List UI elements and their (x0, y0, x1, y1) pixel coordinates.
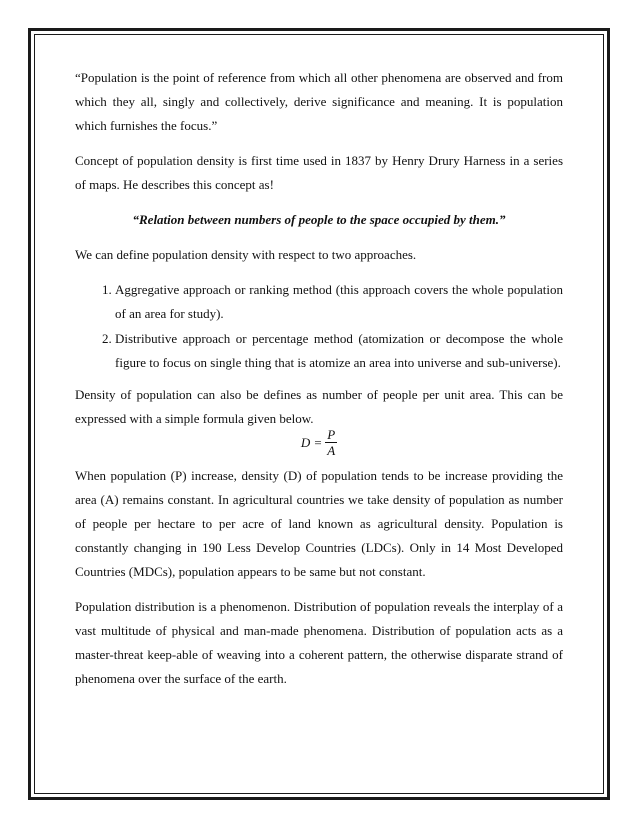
distribution-paragraph: Population distribution is a phenomenon. Distribution of population reveals the interplay of a vast multitude of physical and man-made phenomena. Distribution of population acts as a master-threat keep-able of weaving into a coherent pattern, the otherwise disparate strand of phenomena over the surface of the earth. (75, 599, 563, 686)
document-body (75, 66, 563, 702)
formula-denominator: A (327, 443, 336, 458)
definition-quote: “Relation between numbers of people to the space occupied by them.” (132, 212, 506, 227)
formula-numerator: P (327, 427, 336, 442)
formula-fraction (325, 427, 337, 458)
population-change-paragraph: When population (P) increase, density (D) of population tends to be increase providing the area (A) remains constant. In agricultural countries we take density of population as number of people per hectare to per acre of land known as agricultural density. Population is constantly changing in 190 Less Develop Countries (LDCs). Only in 14 Most Developed Countries (MDCs), population appears to be same but not constant. (75, 468, 563, 579)
list-item: 2. Distributive approach or percentage method (atomization or decompose the whole figure to focus on single thing that is atomize an area into universe and sub-universe). (115, 327, 563, 375)
approaches-intro: We can define population density with respect to two approaches. (75, 247, 417, 262)
opening-quote-paragraph: “Population is the point of reference from which all other phenomena are observed and from which they all, singly and collectively, derive significance and meaning. It is population which furnishes the focus.” (75, 70, 563, 133)
density-formula (75, 427, 563, 458)
approaches-list (75, 278, 563, 375)
density-definition-paragraph: Density of population can also be defines as number of people per unit area. This can be expressed with a simple formula given below. (75, 387, 563, 426)
list-item: 1. Aggregative approach or ranking method (this approach covers the whole population of an area for study). (115, 278, 563, 326)
formula-lhs: D = (300, 434, 323, 450)
concept-paragraph: Concept of population density is first time used in 1837 by Henry Drury Harness in a series of maps. He describes this concept as! (75, 153, 563, 192)
